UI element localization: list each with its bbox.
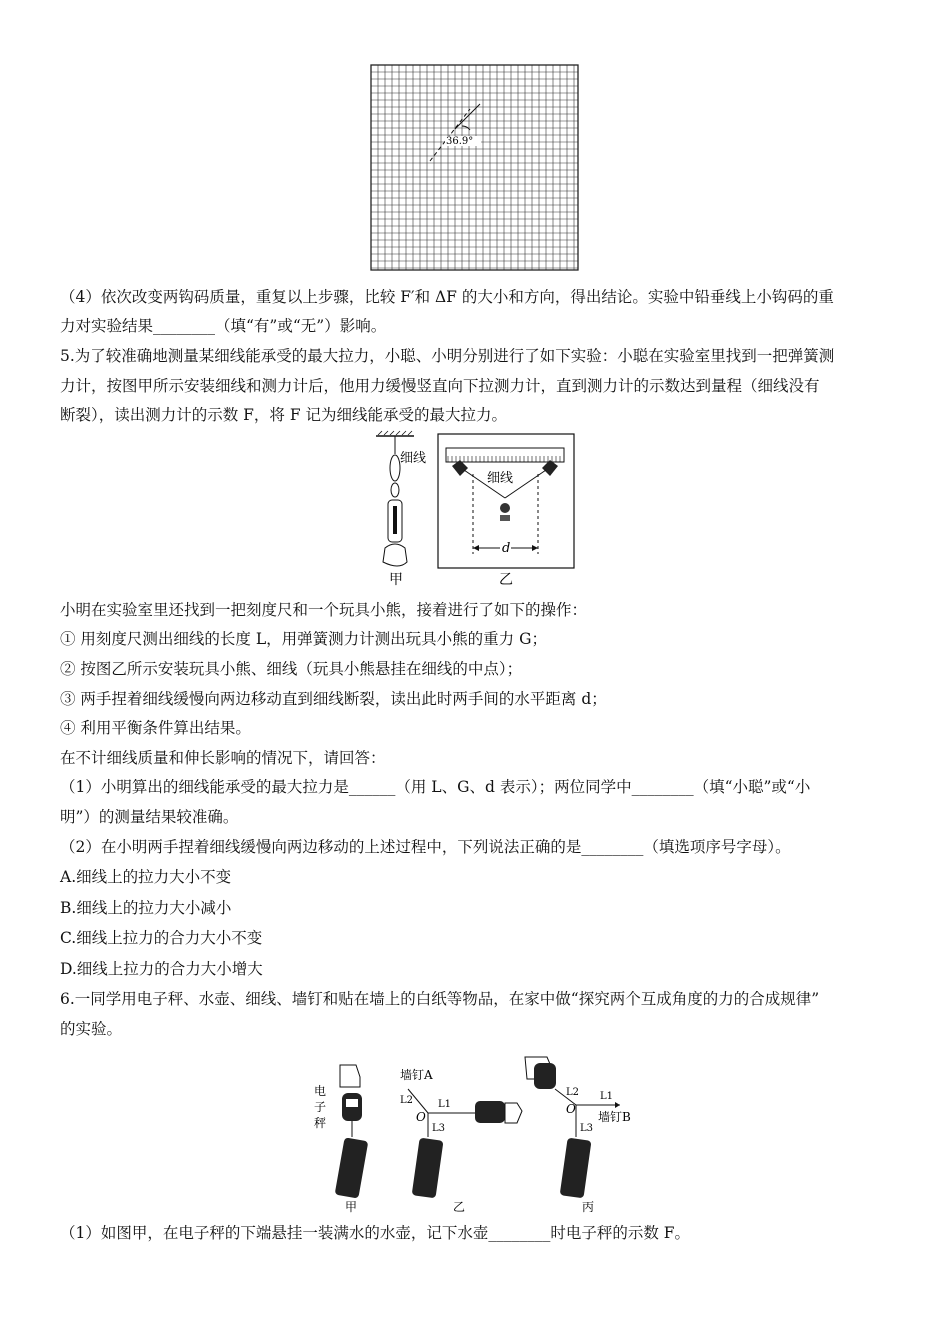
q5-option-d: D.细线上拉力的合力大小增大 <box>60 960 263 978</box>
q5-option-a: A.细线上的拉力大小不变 <box>60 868 232 886</box>
q6-intro-1: 6.一同学用电子秤、水壶、细线、墙钉和贴在墙上的白纸等物品，在家中做“探究两个互成角度的力的合成规律” <box>60 990 820 1008</box>
q5-step-3: ③ 两手捏着细线缓慢向两边移动直到细线断裂，读出此时两手间的水平距离 d； <box>60 690 607 708</box>
caption-jia-6: 甲 <box>345 1200 358 1214</box>
caption-yi-6: 乙 <box>453 1200 466 1214</box>
q5-option-c: C.细线上拉力的合力大小不变 <box>60 929 263 947</box>
q5-sub1-line1: （1）小明算出的细线能承受的最大拉力是______（用 L、G、d 表示）；两位同学中________（填“小聪”或“小 <box>60 778 811 796</box>
q5-condition: 在不计细线质量和伸长影响的情况下，请回答： <box>60 749 386 767</box>
q6-intro-2: 的实验。 <box>60 1020 123 1038</box>
q5-sub1-line2: 明”）的测量结果较准确。 <box>60 808 239 826</box>
thread-label-b: 细线 <box>487 471 514 486</box>
q5-option-b: B.细线上的拉力大小减小 <box>60 899 232 917</box>
caption-yi-5: 乙 <box>499 572 513 588</box>
scale-char-2: 子 <box>314 1100 327 1114</box>
angle-label: 36.9° <box>446 136 474 147</box>
caption-bing-6: 丙 <box>582 1200 595 1214</box>
q5-figure <box>370 430 580 592</box>
thread-label-a: 细线 <box>400 451 427 466</box>
q5-step-4: ④ 利用平衡条件算出结果。 <box>60 719 251 737</box>
o-label-c: O <box>566 1102 576 1116</box>
l1-label-b: L1 <box>438 1099 452 1110</box>
l2-label-c: L2 <box>566 1087 580 1098</box>
q5-intro-2: 力计，按图甲所示安装细线和测力计后，他用力缓慢竖直向下拉测力计，直到测力计的示数达到量程（细线没有 <box>60 377 820 395</box>
grid-figure <box>370 64 580 272</box>
l3-label-c: L3 <box>580 1123 594 1134</box>
q5-intro-3: 断裂），读出测力计的示数 F，将 F 记为细线能承受的最大拉力。 <box>60 406 508 424</box>
l1-label-c: L1 <box>600 1091 614 1102</box>
o-label-b: O <box>416 1110 426 1124</box>
l3-label-b: L3 <box>432 1123 446 1134</box>
q5-step-intro: 小明在实验室里还找到一把刻度尺和一个玩具小熊，接着进行了如下的操作： <box>60 601 588 619</box>
scale-char-3: 秤 <box>314 1116 327 1130</box>
q5-intro-1: 5.为了较准确地测量某细线能承受的最大拉力，小聪、小明分别进行了如下实验：小聪在实验室里找到一把弹簧测 <box>60 347 835 365</box>
scale-char-1: 电 <box>314 1084 327 1098</box>
q5-step-2: ② 按图乙所示安装玩具小熊、细线（玩具小熊悬挂在细线的中点）； <box>60 660 523 678</box>
q4-line2: 力对实验结果________（填“有”或“无”）影响。 <box>60 317 387 335</box>
caption-jia-5: 甲 <box>389 572 403 588</box>
q6-figure <box>310 1045 640 1215</box>
nail-b-label: 墙钉B <box>598 1110 631 1124</box>
distance-label: d <box>502 541 511 556</box>
q5-sub2: （2）在小明两手捏着细线缓慢向两边移动的上述过程中，下列说法正确的是________（填选项序号字母）。 <box>60 838 791 856</box>
q4-line1: （4）依次改变两钩码质量，重复以上步骤，比较 F′和 ΔF 的大小和方向，得出结论。实验中铅垂线上小钩码的重 <box>60 288 834 306</box>
q6-sub1: （1）如图甲，在电子秤的下端悬挂一装满水的水壶，记下水壶________时电子秤的示数 F。 <box>60 1224 691 1242</box>
nail-a-label: 墙钉A <box>400 1068 433 1082</box>
l2-label-b: L2 <box>400 1095 414 1106</box>
q5-step-1: ① 用刻度尺测出细线的长度 L，用弹簧测力计测出玩具小熊的重力 G； <box>60 630 547 648</box>
